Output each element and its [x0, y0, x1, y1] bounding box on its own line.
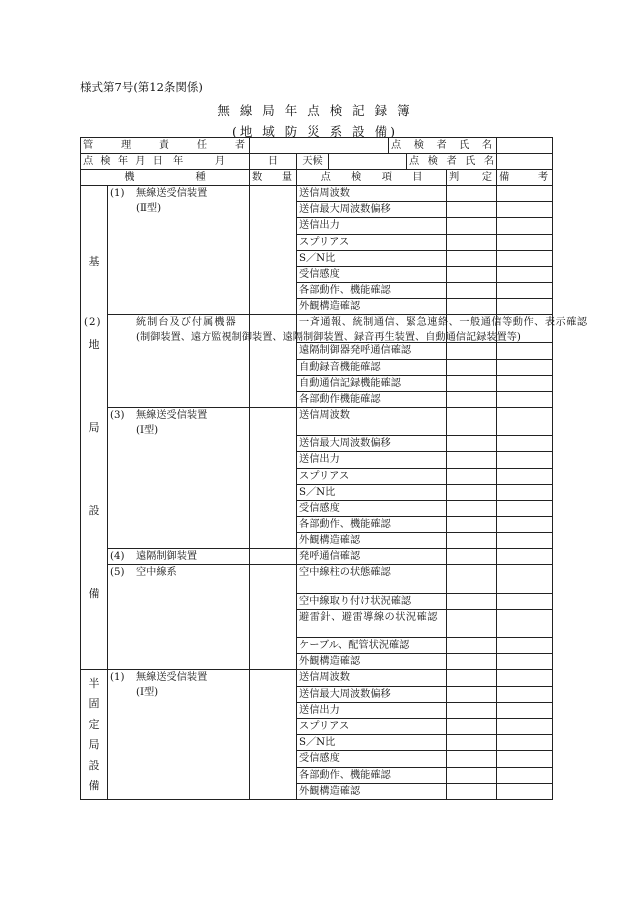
- remarks-cell[interactable]: [497, 468, 553, 484]
- column-header-row: [81, 170, 553, 186]
- inspection-item: 送信最大周波数偏移: [297, 436, 447, 452]
- section-label-char: 備: [88, 779, 100, 793]
- judgment-cell[interactable]: [447, 452, 497, 468]
- judgment-cell[interactable]: [447, 532, 497, 548]
- judgment-cell[interactable]: [447, 436, 497, 452]
- remarks-cell[interactable]: [497, 718, 553, 734]
- section-label-char: 設: [88, 758, 100, 772]
- inspection-item: スプリアス: [297, 718, 447, 734]
- remarks-cell[interactable]: [497, 638, 553, 654]
- equipment-kind-cell: [108, 186, 250, 315]
- inspection-item: ケーブル、配管状況確認: [297, 638, 447, 654]
- remarks-cell[interactable]: [497, 436, 553, 452]
- inspection-item: 自動録音機能確認: [297, 359, 447, 375]
- equipment-kind-cell: [108, 548, 250, 564]
- equipment-number: (1): [110, 672, 125, 684]
- judgment-cell[interactable]: [447, 375, 497, 391]
- remarks-cell[interactable]: [497, 186, 553, 202]
- judgment-cell[interactable]: [447, 468, 497, 484]
- equipment-name: 無線送受信装置: [136, 672, 208, 684]
- remarks-cell[interactable]: [497, 751, 553, 767]
- remarks-cell[interactable]: [497, 359, 553, 375]
- judgment-cell[interactable]: [447, 654, 497, 670]
- quantity-cell[interactable]: [250, 565, 297, 670]
- inspection-item: スプリアス: [297, 234, 447, 250]
- judgment-cell[interactable]: [447, 298, 497, 314]
- remarks-cell[interactable]: [497, 266, 553, 282]
- inspection-item: 送信出力: [297, 452, 447, 468]
- equipment-number: (4): [110, 550, 125, 562]
- section-label-char: 局: [88, 738, 100, 752]
- equipment-subtype: (制御装置、遠方監視制御装置、遠隔制御装置、録音再生装置、自動通信記録装置等): [136, 332, 521, 344]
- quantity-cell[interactable]: [250, 315, 297, 408]
- inspection-item: 受信感度: [297, 500, 447, 516]
- date-year: 年: [173, 156, 184, 168]
- judgment-cell[interactable]: [447, 186, 497, 202]
- remarks-cell[interactable]: [497, 282, 553, 298]
- table-row: [81, 407, 553, 435]
- remarks-cell[interactable]: [497, 484, 553, 500]
- table-row: [81, 186, 553, 202]
- judgment-cell[interactable]: [447, 767, 497, 783]
- judgment-cell[interactable]: [447, 343, 497, 359]
- section-label: [81, 186, 108, 670]
- judgment-cell[interactable]: [447, 783, 497, 799]
- inspector-name-label: 点 検 者 氏 名: [389, 138, 497, 154]
- inspection-item: 送信周波数: [297, 186, 447, 202]
- inspection-item: 送信周波数: [297, 670, 447, 686]
- header-row-date: [81, 154, 553, 170]
- judgment-cell[interactable]: [447, 234, 497, 250]
- judgment-cell[interactable]: [447, 718, 497, 734]
- judgment-cell[interactable]: [447, 565, 497, 593]
- remarks-cell[interactable]: [497, 767, 553, 783]
- inspector-name-label-2: 点 検 者 氏 名: [407, 154, 497, 170]
- judgment-cell[interactable]: [447, 250, 497, 266]
- inspection-item: 送信出力: [297, 218, 447, 234]
- remarks-cell[interactable]: [497, 565, 553, 593]
- table-row: [81, 565, 553, 593]
- inspection-item: 各部動作、機能確認: [297, 282, 447, 298]
- inspection-item: 空中線柱の状態確認: [297, 565, 447, 593]
- inspection-item: S／N比: [297, 484, 447, 500]
- section-label-char: 地: [88, 338, 100, 352]
- remarks-cell[interactable]: [497, 375, 553, 391]
- remarks-cell[interactable]: [497, 218, 553, 234]
- remarks-cell[interactable]: [497, 234, 553, 250]
- judgment-cell[interactable]: [447, 686, 497, 702]
- judgment-cell[interactable]: [447, 500, 497, 516]
- date-day: 日: [250, 154, 297, 170]
- inspection-item: 発呼通信確認: [297, 548, 447, 564]
- inspection-item: 一斉通報、統制通信、緊急連絡、一般通信等動作、表示確認: [297, 315, 447, 343]
- quantity-cell[interactable]: [250, 186, 297, 315]
- date-month: 月: [214, 156, 225, 168]
- judgment-cell[interactable]: [447, 638, 497, 654]
- inspection-item: 外観構造確認: [297, 654, 447, 670]
- remarks-cell[interactable]: [497, 516, 553, 532]
- inspection-item: 外観構造確認: [297, 532, 447, 548]
- inspection-item: 送信周波数: [297, 407, 447, 435]
- remarks-cell[interactable]: [497, 452, 553, 468]
- remarks-cell[interactable]: [497, 654, 553, 670]
- section-label-char: 固: [88, 697, 100, 711]
- inspection-item: 自動通信記録機能確認: [297, 375, 447, 391]
- col-equipment-kind: 機 種: [81, 170, 250, 186]
- weather-label: 天候: [297, 154, 329, 170]
- inspection-date-label: 点 検 年 月 日: [83, 156, 165, 168]
- section-label-char: 定: [88, 717, 100, 731]
- remarks-cell[interactable]: [497, 783, 553, 799]
- remarks-cell[interactable]: [497, 735, 553, 751]
- inspection-item: 送信最大周波数偏移: [297, 686, 447, 702]
- equipment-name: 無線送受信装置: [136, 188, 208, 200]
- document-subtitle: (地 域 防 災 系 設 備): [231, 124, 399, 139]
- remarks-cell[interactable]: [497, 548, 553, 564]
- remarks-cell[interactable]: [497, 407, 553, 435]
- document-title: 無 線 局 年 点 検 記 録 簿: [217, 103, 413, 118]
- col-quantity: 数 量: [250, 170, 297, 186]
- remarks-cell[interactable]: [497, 250, 553, 266]
- judgment-cell[interactable]: [447, 218, 497, 234]
- table-row: [81, 315, 553, 327]
- inspection-item: 受信感度: [297, 751, 447, 767]
- inspection-item: 外観構造確認: [297, 298, 447, 314]
- equipment-name: 遠隔制御装置: [136, 550, 198, 562]
- manager-label: 管 理 責 任 者: [81, 138, 250, 154]
- equipment-subtype: (I型): [136, 687, 159, 699]
- section-label-char: 基: [88, 255, 100, 269]
- manager-field[interactable]: [250, 138, 389, 154]
- inspection-item: 各部動作機能確認: [297, 391, 447, 407]
- inspection-item: 遠隔制御器発呼通信確認: [297, 343, 447, 359]
- judgment-cell[interactable]: [447, 391, 497, 407]
- equipment-number: (5): [110, 567, 125, 579]
- section-label-char: 半: [88, 676, 100, 690]
- section-label-char: 設: [88, 504, 100, 518]
- inspection-item: S／N比: [297, 250, 447, 266]
- quantity-cell[interactable]: [250, 407, 297, 548]
- remarks-cell[interactable]: [497, 702, 553, 718]
- inspection-item: 空中線取り付け状況確認: [297, 593, 447, 609]
- inspection-item: 各部動作、機能確認: [297, 516, 447, 532]
- table-row: [81, 548, 553, 564]
- equipment-number: (1): [110, 188, 125, 200]
- remarks-cell[interactable]: [497, 391, 553, 407]
- equipment-number: (2): [84, 317, 102, 329]
- judgment-cell[interactable]: [447, 593, 497, 609]
- equipment-number: (3): [110, 409, 125, 421]
- remarks-cell[interactable]: [497, 202, 553, 218]
- judgment-cell[interactable]: [447, 548, 497, 564]
- inspector-name-field[interactable]: [497, 138, 553, 154]
- equipment-kind-cell: [108, 407, 250, 548]
- inspection-item: 受信感度: [297, 266, 447, 282]
- remarks-cell[interactable]: [497, 298, 553, 314]
- judgment-cell[interactable]: [447, 202, 497, 218]
- col-judgment: 判 定: [447, 170, 497, 186]
- remarks-cell[interactable]: [497, 593, 553, 609]
- equipment-name: 空中線系: [136, 567, 177, 579]
- equipment-kind-cell: [108, 565, 250, 670]
- remarks-cell[interactable]: [497, 343, 553, 359]
- inspection-date-cell[interactable]: [81, 154, 250, 170]
- inspection-item: 送信出力: [297, 702, 447, 718]
- equipment-name: 無線送受信装置: [136, 409, 208, 421]
- judgment-cell[interactable]: [447, 407, 497, 435]
- judgment-cell[interactable]: [447, 484, 497, 500]
- remarks-cell[interactable]: [497, 686, 553, 702]
- form-id: 様式第7号(第12条関係): [80, 80, 203, 94]
- section-label-char: 備: [88, 587, 100, 601]
- col-remarks: 備 考: [497, 170, 553, 186]
- remarks-cell[interactable]: [497, 609, 553, 637]
- col-inspection-item: 点 検 項 目: [297, 170, 447, 186]
- judgment-cell[interactable]: [447, 359, 497, 375]
- header-row-manager: [81, 138, 553, 154]
- quantity-cell[interactable]: [250, 670, 297, 800]
- weather-field[interactable]: [329, 154, 407, 170]
- judgment-cell[interactable]: [447, 670, 497, 686]
- judgment-cell[interactable]: [447, 751, 497, 767]
- judgment-cell[interactable]: [447, 735, 497, 751]
- inspection-item: 送信最大周波数偏移: [297, 202, 447, 218]
- inspection-item: S／N比: [297, 735, 447, 751]
- inspection-record-table: [80, 137, 588, 800]
- judgment-cell[interactable]: [447, 516, 497, 532]
- section-label-char: 局: [88, 421, 100, 435]
- inspection-item: 外観構造確認: [297, 783, 447, 799]
- equipment-kind-cell: [108, 670, 250, 800]
- quantity-cell[interactable]: [250, 548, 297, 564]
- judgment-cell[interactable]: [447, 282, 497, 298]
- inspection-item: 避雷針、避雷導線の状況確認: [297, 609, 447, 637]
- judgment-cell[interactable]: [447, 702, 497, 718]
- inspection-item: スプリアス: [297, 468, 447, 484]
- equipment-subtype: (I型): [136, 424, 159, 436]
- inspection-item: 各部動作、機能確認: [297, 767, 447, 783]
- remarks-cell[interactable]: [497, 532, 553, 548]
- table-row: [81, 670, 553, 686]
- equipment-subtype: (Ⅱ型): [136, 203, 162, 215]
- remarks-cell[interactable]: [497, 670, 553, 686]
- section-label: [81, 670, 108, 800]
- inspector-name-field-2[interactable]: [497, 154, 553, 170]
- judgment-cell[interactable]: [447, 266, 497, 282]
- judgment-cell[interactable]: [447, 609, 497, 637]
- equipment-name: 統制台及び付属機器: [136, 317, 237, 329]
- remarks-cell[interactable]: [497, 500, 553, 516]
